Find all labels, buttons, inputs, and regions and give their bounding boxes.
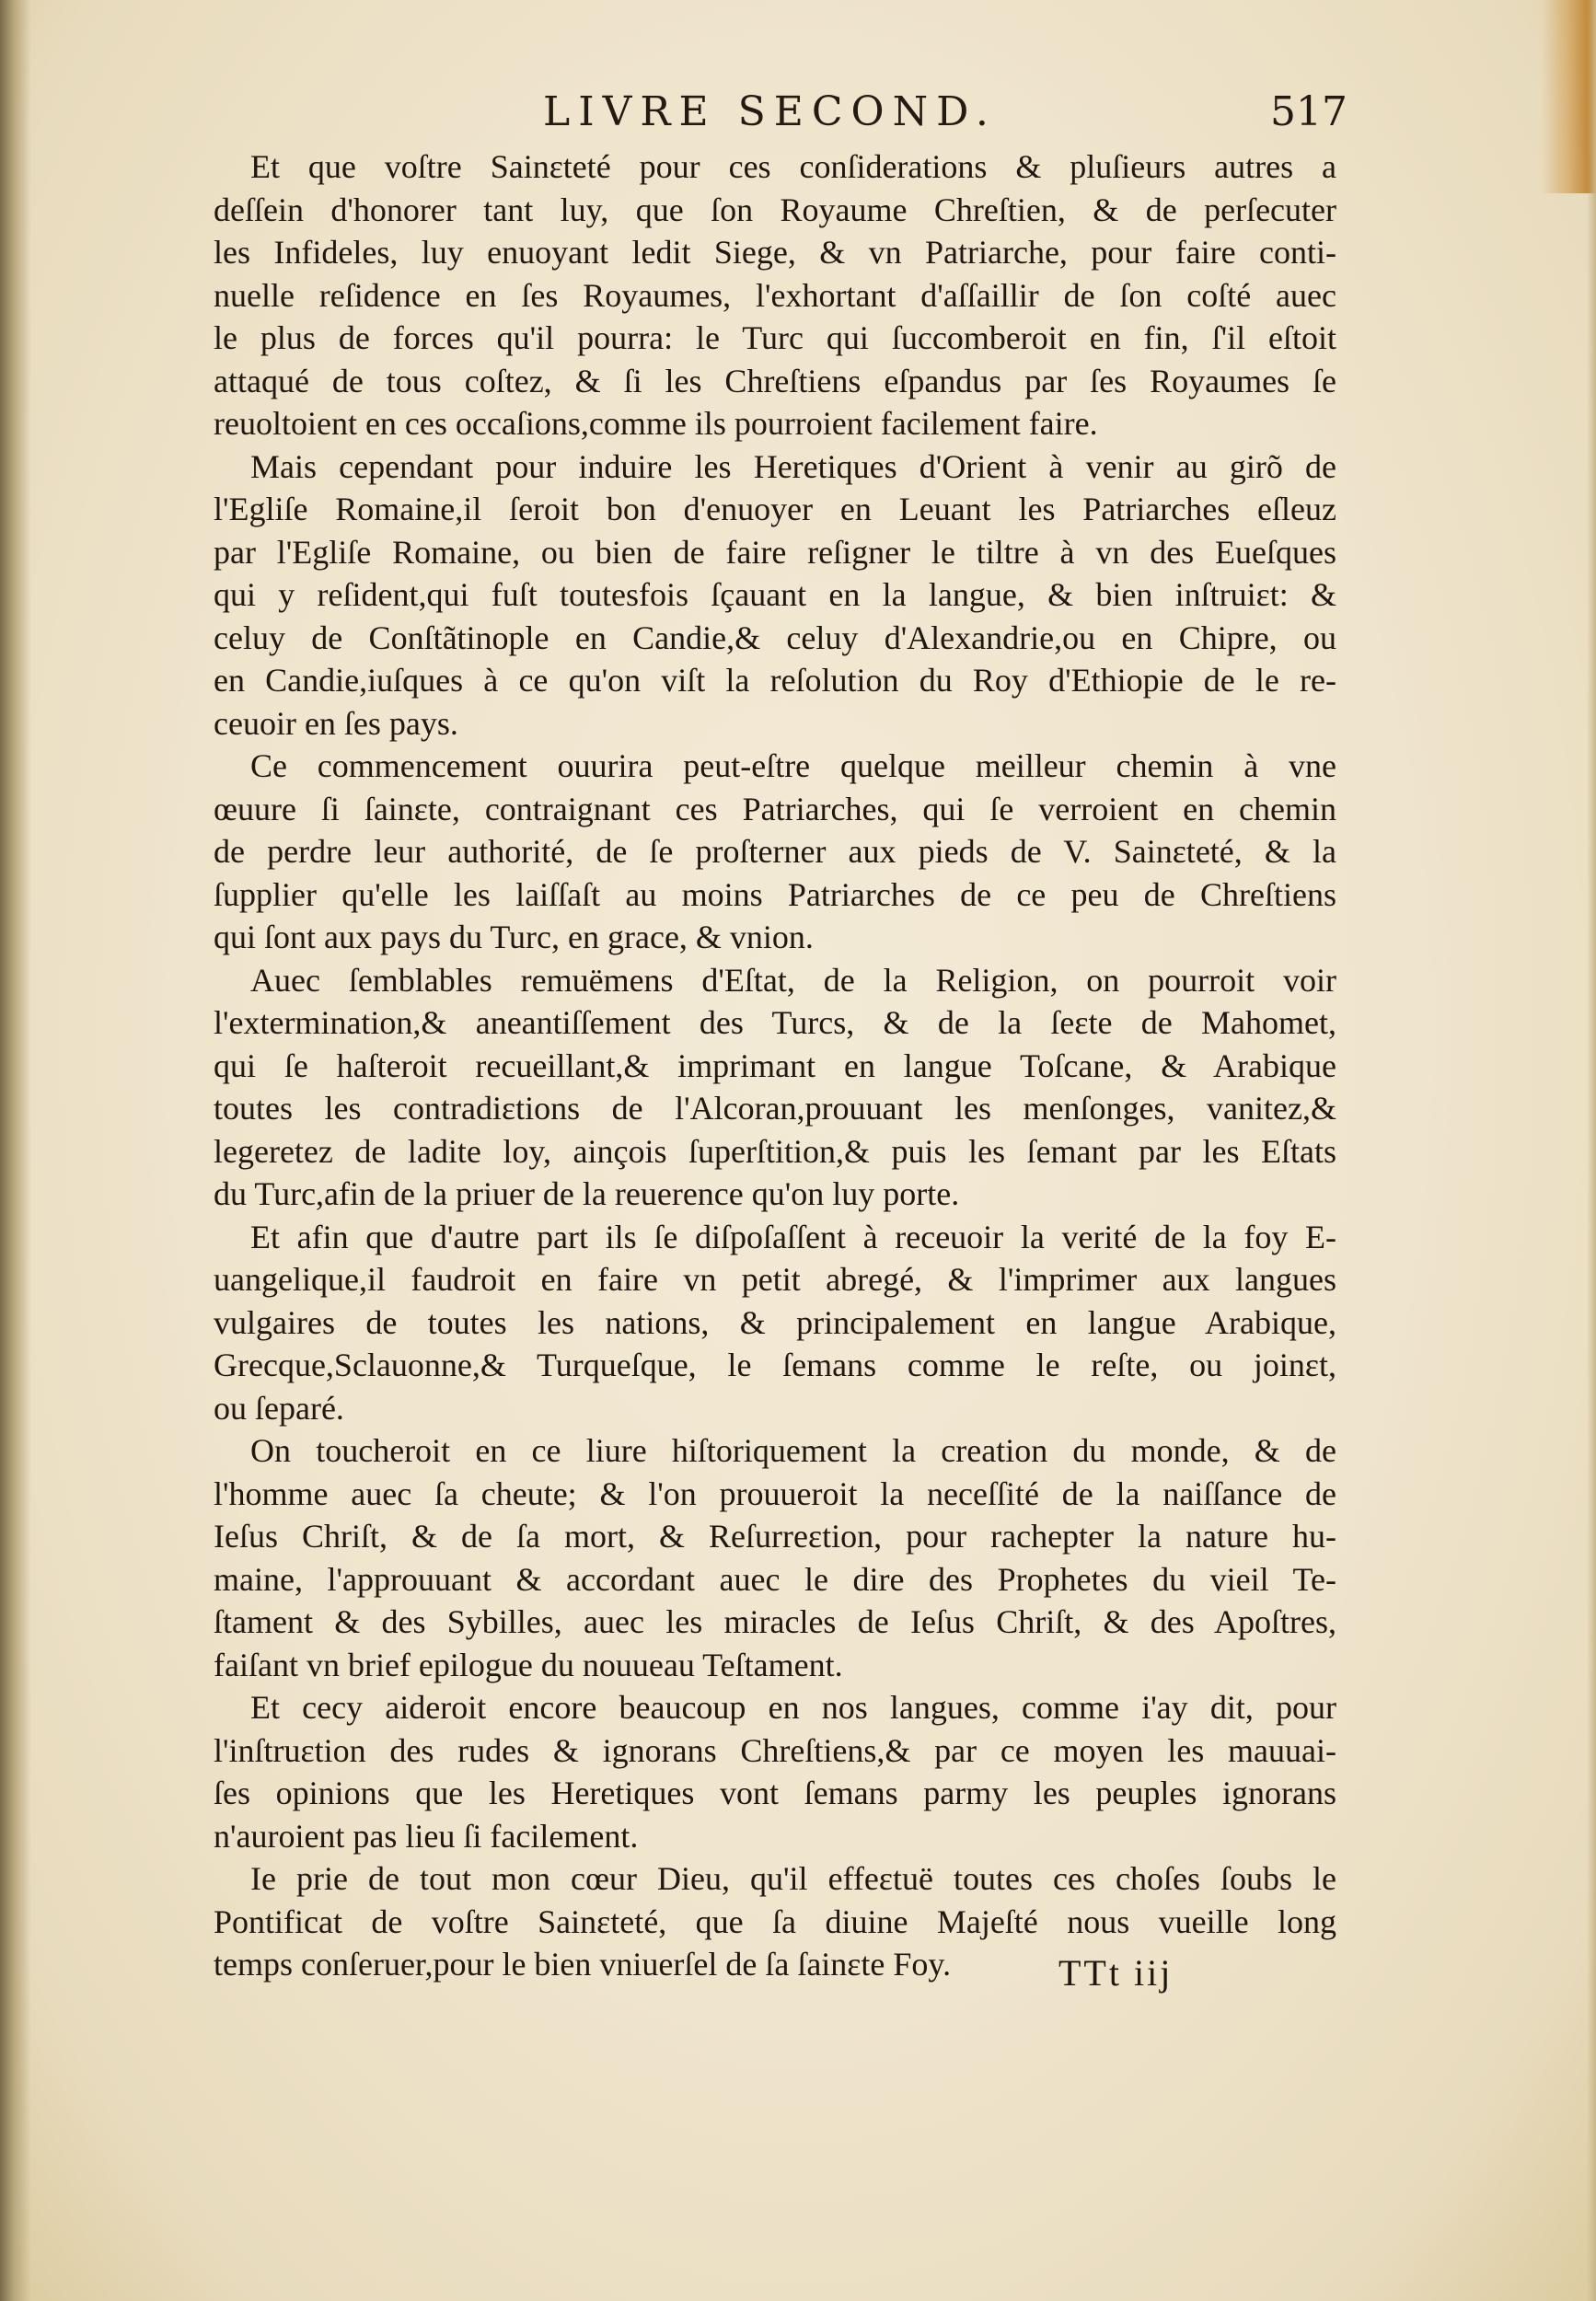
text-line: attaqué de tous coſtez, & ſi les Chreſtiens eſpandus par ſes Royaumes ſe: [214, 362, 1336, 399]
text-line: ſes opinions que les Heretiques vont ſemans parmy les peuples ignorans: [214, 1775, 1336, 1811]
text-line: ſtament & des Sybilles, auec les miracles de Ieſus Chriſt, & des Apoſtres,: [214, 1603, 1336, 1640]
text-line: l'inſtruɛtion des rudes & ignorans Chreſtiens,& par ce moyen les mauuai-: [214, 1731, 1336, 1769]
text-line: du Turc,afin de la priuer de la reuerence qu'on luy porte.: [214, 1175, 960, 1212]
text-line: deſſein d'honorer tant luy, que ſon Royaume Chreſtien, & de perſecuter: [214, 191, 1336, 228]
text-line: temps conſeruer,pour le bien vniuerſel de ſa ſainɛte Foy.: [214, 1946, 952, 1983]
text-line: Ie prie de tout mon cœur Dieu, qu'il effeɛtuë toutes ces choſes ſoubs le: [250, 1860, 1336, 1897]
text-line: Mais cependant pour induire les Heretiques d'Orient à venir au girõ de: [250, 447, 1336, 485]
text-line: celuy de Conſtãtinople en Candie,& celuy d'Alexandrie,ou en Chipre, ou: [214, 619, 1336, 656]
text-line: de perdre leur authorité, de ſe proſterner aux pieds de V. Sainɛteté, & la: [214, 833, 1336, 870]
text-line: œuure ſi ſainɛte, contraignant ces Patriarches, qui ſe verroient en chemin: [214, 790, 1336, 827]
text-line: ceuoir en ſes pays.: [214, 704, 458, 742]
text-line: Et que voſtre Sainɛteté pour ces conſiderations & pluſieurs autres a: [250, 148, 1336, 185]
text-line: nuelle reſidence en ſes Royaumes, l'exhortant d'aſſaillir de ſon coſté auec: [214, 276, 1336, 314]
text-line: legeretez de ladite loy, ainçois ſuperſtition,& puis les ſemant par les Eſtats: [214, 1132, 1336, 1170]
page-header: [230, 85, 1347, 140]
text-line: toutes les contradiɛtions de l'Alcoran,prouuant les menſonges, vanitez,&: [214, 1090, 1336, 1127]
text-line: n'auroient pas lieu ſi facilement.: [214, 1817, 639, 1855]
text-line: Grecque,Sclauonne,& Turqueſque, le ſemans comme le reſte, ou joinɛt,: [214, 1347, 1336, 1383]
text-line: Ce commencement ouurira peut-eſtre quelque meilleur chemin à vne: [250, 747, 1336, 784]
text-line: Et afin que d'autre part ils ſe diſpoſaſſent à receuoir la verité de la foy E-: [250, 1218, 1336, 1255]
text-line: Pontificat de voſtre Sainɛteté, que ſa diuine Majeſté nous vueille long: [214, 1902, 1336, 1940]
text-line: qui ſe haſteroit recueillant,& imprimant en langue Toſcane, & Arabique: [214, 1046, 1336, 1084]
text-line: vulgaires de toutes les nations, & principalement en langue Arabique,: [214, 1303, 1336, 1341]
text-line: le plus de forces qu'il pourra: le Turc qui ſuccomberoit en fin, ſ'il eſtoit: [214, 319, 1336, 356]
text-line: qui ſont aux pays du Turc, en grace, & vnion.: [214, 919, 814, 955]
page-number: 517: [1270, 88, 1347, 135]
text-line: reuoltoient en ces occaſions,comme ils pourroient facilement faire.: [214, 405, 1098, 442]
text-line: l'homme auec ſa cheute; & l'on prouueroit la neceſſité de la naiſſance de: [214, 1474, 1336, 1512]
binding-shadow: [0, 0, 31, 2301]
text-line: uangelique,il faudroit en faire vn petit abregé, & l'imprimer aux langues: [214, 1261, 1336, 1298]
signature-mark: TTt iij: [1058, 1952, 1174, 1994]
text-line: Ieſus Chriſt, & de ſa mort, & Reſurreɛtion, pour rachepter la nature hu-: [214, 1518, 1336, 1555]
text-line: Et cecy aideroit encore beaucoup en nos langues, comme i'ay dit, pour: [250, 1689, 1336, 1726]
running-head: LIVRE SECOND.: [543, 88, 997, 135]
text-line: ſupplier qu'elle les laiſſaſt au moins Patriarches de ce peu de Chreſtiens: [214, 875, 1336, 913]
text-line: par l'Egliſe Romaine, ou bien de faire reſigner le tiltre à vn des Eueſques: [214, 533, 1336, 571]
text-line: les Infideles, luy enuoyant ledit Siege, & vn Patriarche, pour faire conti-: [214, 234, 1336, 271]
text-line: l'extermination,& aneantiſſement des Turcs, & de la ſeɛte de Mahomet,: [214, 1004, 1336, 1041]
text-line: ou ſeparé.: [214, 1389, 344, 1427]
text-line: qui y reſident,qui fuſt toutesfois ſçauant en la langue, & bien inſtruiɛt: &: [214, 576, 1336, 613]
text-line: l'Egliſe Romaine,il ſeroit bon d'enuoyer en Leuant les Patriarches eſleuz: [214, 491, 1336, 527]
text-line: Auec ſemblables remuëmens d'Eſtat, de la Religion, on pourroit voir: [250, 961, 1336, 999]
page-edge: [1587, 0, 1596, 2301]
text-line: faiſant vn brief epilogue du nouueau Teſtament.: [214, 1646, 843, 1683]
text-block: [214, 145, 1336, 1986]
text-line: en Candie,iuſques à ce qu'on viſt la reſolution du Roy d'Ethiopie de le re-: [214, 662, 1336, 699]
text-line: maine, l'approuuant & accordant auec le dire des Prophetes du vieil Te-: [214, 1560, 1336, 1598]
text-line: On toucheroit en ce liure hiſtoriquement la creation du monde, & de: [250, 1432, 1336, 1469]
